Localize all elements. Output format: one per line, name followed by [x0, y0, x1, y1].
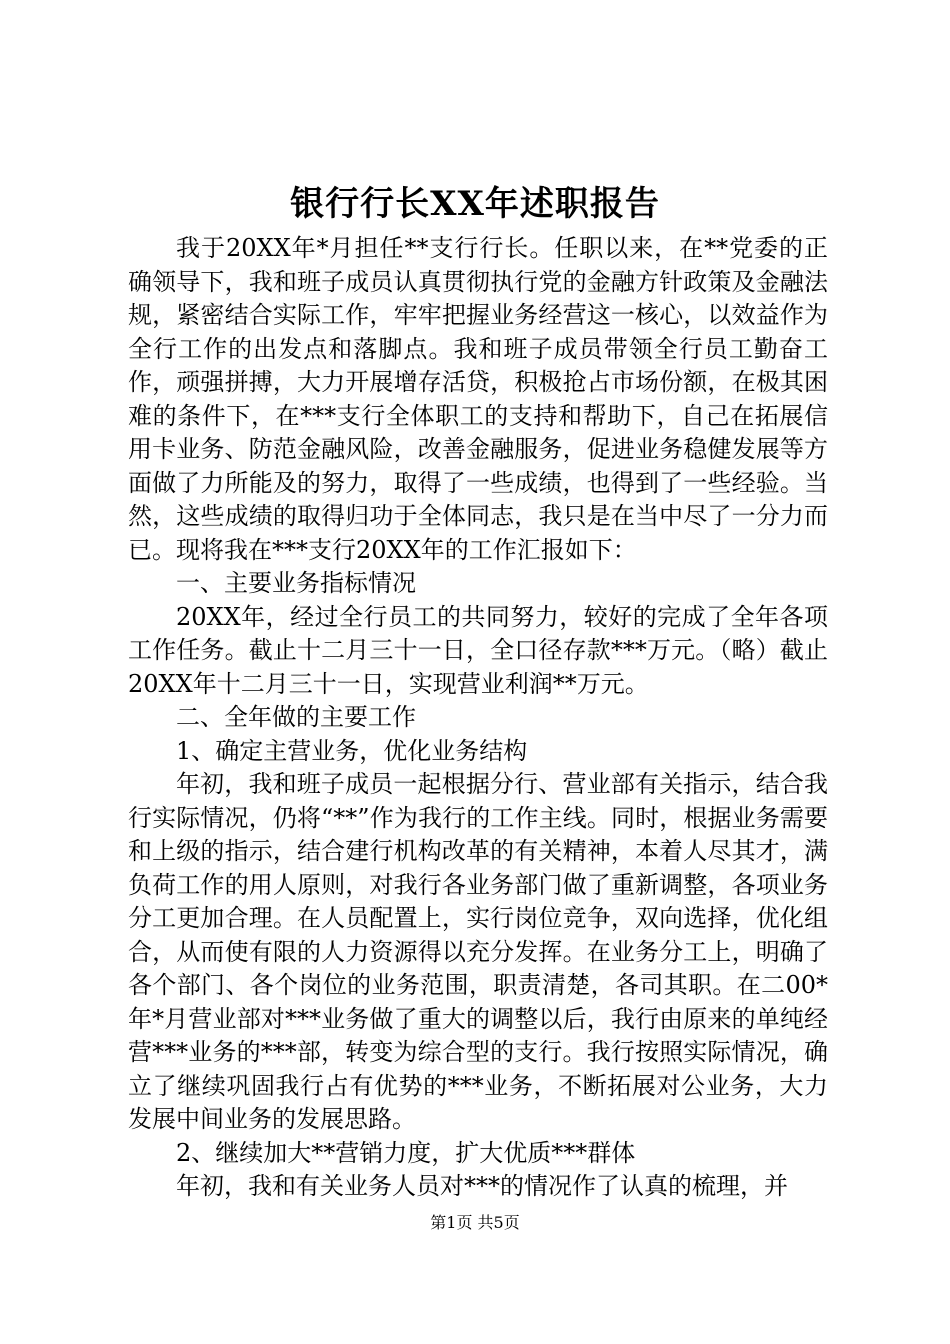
page-footer: 第1页 共5页	[430, 1213, 520, 1232]
subheading-main-business: 1、确定主营业务，优化业务结构	[176, 736, 528, 765]
paragraph-main-business: 年初，我和班子成员一起根据分行、营业部有关指示，结合我行实际情况，仍将“**”作为我行的工作主线。同时，根据业务需要和上级的指示，结合建行机构改革的有关精神，本着人尽其才，满负荷工作的用人原则，对我行各业务部门做了重新调整，各项业务分工更加合理。在人员配置上，实行岗位竞争，双向选择，优化组合，从而使有限的人力资源得以充分发挥。在业务分工上，明确了各个部门、各个岗位的业务范围，职责清楚，各司其职。在二00*年*月营业部对***业务做了重大的调整以后，我行由原来的单纯经营***业务的***部，转变为综合型的支行。我行按照实际情况，确立了继续巩固我行占有优势的***业务，不断拓展对公业务，大力发展中间业务的发展思路。	[128, 770, 828, 1133]
paragraph-indicators: 20XX年，经过全行员工的共同努力，较好的完成了全年各项工作任务。截止十二月三十一日，全口径存款***万元。（略）截止20XX年十二月三十一日，实现营业利润**万元。	[128, 602, 828, 698]
section-heading-main-work: 二、全年做的主要工作	[176, 703, 416, 731]
document-title: 银行行长XX年述职报告	[290, 184, 660, 224]
paragraph-marketing: 年初，我和有关业务人员对***的情况作了认真的梳理，并	[176, 1172, 788, 1200]
section-heading-main-indicators: 一、主要业务指标情况	[176, 569, 416, 597]
document-body	[128, 232, 828, 1204]
paragraph-intro: 我于20XX年*月担任**支行行长。任职以来，在**党委的正确领导下，我和班子成员认真贯彻执行党的金融方针政策及金融法规，紧密结合实际工作，牢牢把握业务经营这一核心，以效益作为全行工作的出发点和落脚点。我和班子成员带领全行员工勤奋工作，顽强拼搏，大力开展增存活贷，积极抢占市场份额，在极其困难的条件下，在***支行全体职工的支持和帮助下，自己在拓展信用卡业务、防范金融风险，改善金融服务，促进业务稳健发展等方面做了力所能及的努力，取得了一些成绩，也得到了一些经验。当然，这些成绩的取得归功于全体同志，我只是在当中尽了一分力而已。现将我在***支行20XX年的工作汇报如下：	[128, 234, 828, 564]
subheading-marketing: 2、继续加大**营销力度，扩大优质***群体	[176, 1138, 636, 1167]
